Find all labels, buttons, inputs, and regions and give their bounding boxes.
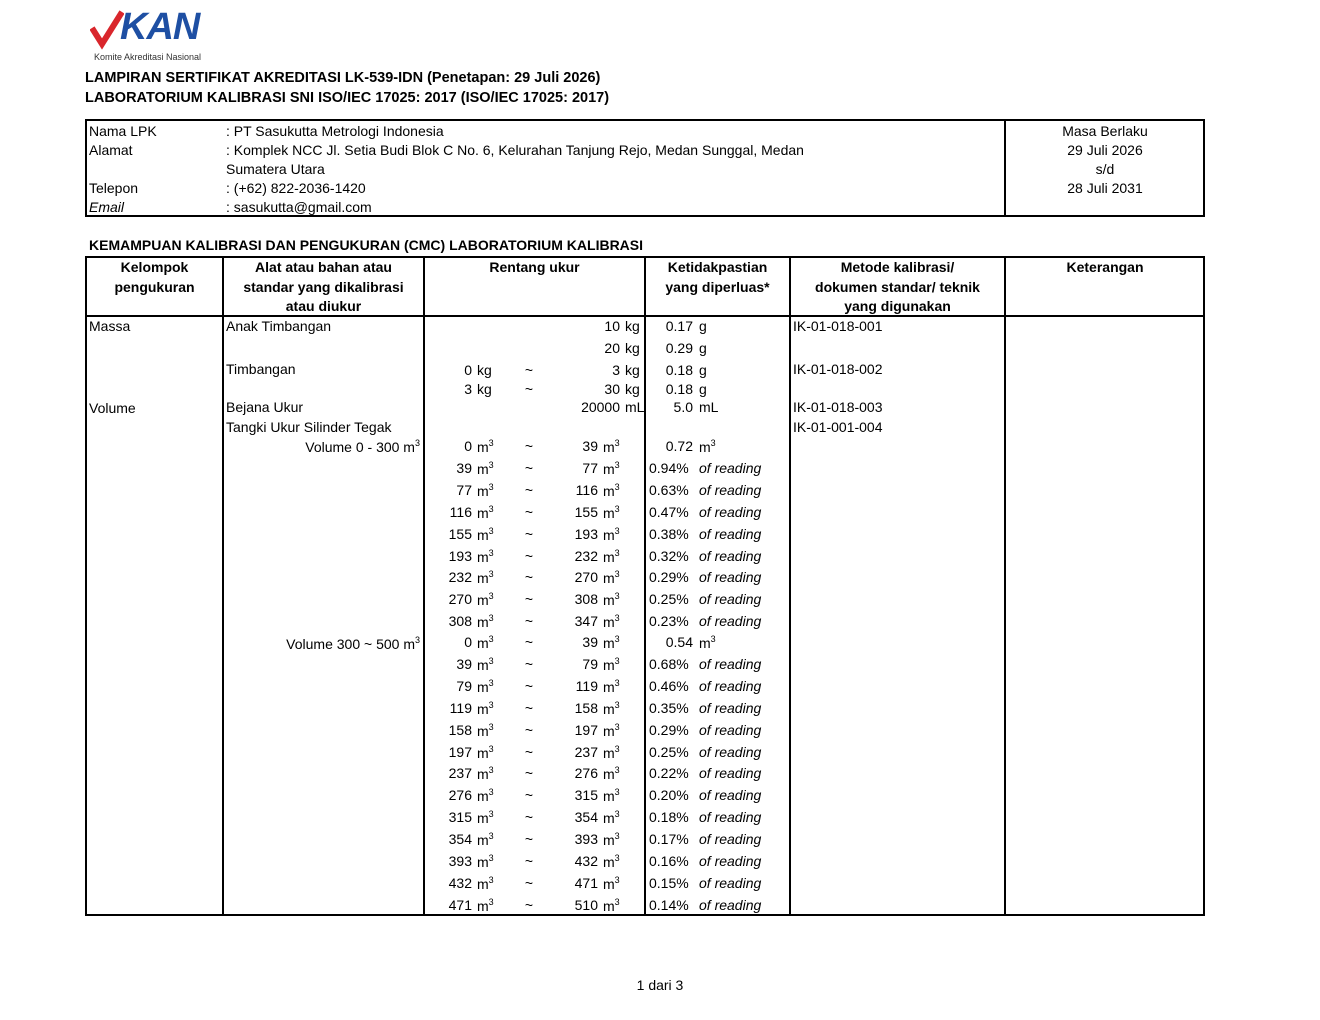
- range-from-unit: $m^3$: [477, 809, 494, 827]
- uncertainty-value: 0.14%: [649, 896, 689, 913]
- uncertainty-unit: of reading: [699, 655, 762, 672]
- range-to: 119: [575, 677, 598, 694]
- range-to: 347: [574, 613, 598, 630]
- method-2: IK-01-018-002: [793, 361, 883, 377]
- range-from-unit: $m^3$: [477, 787, 494, 805]
- range-to-unit: kg: [625, 318, 640, 334]
- range-tilde: ~: [524, 699, 534, 716]
- header-alat-1: Alat atau bahan atau: [255, 259, 392, 275]
- uncertainty-unit: g: [699, 381, 707, 397]
- range-to-unit: $m^3$: [603, 765, 620, 783]
- header-metode-2: dokumen standar/ teknik: [815, 279, 980, 295]
- uncertainty-value: 0.17: [665, 318, 693, 334]
- range-from: 471: [448, 896, 472, 913]
- uncertainty-unit: of reading: [699, 831, 762, 848]
- validity-start: 29 Juli 2026: [1067, 142, 1143, 158]
- range-to: 10: [604, 318, 620, 334]
- header-alat-2: standar yang dikalibrasi: [243, 279, 404, 295]
- header-ketidakpastian-2: yang diperluas*: [665, 279, 770, 295]
- range-to-unit: $m^3$: [603, 743, 620, 761]
- uncertainty-value: 0.29%: [649, 569, 689, 586]
- validity-sd: s/d: [1095, 161, 1115, 177]
- range-to-unit: $m^3$: [603, 896, 620, 914]
- uncertainty-value: 0.22%: [649, 765, 689, 782]
- range-to: 30: [604, 381, 620, 397]
- uncertainty-unit: $m^3$: [699, 634, 716, 651]
- group-massa: Massa: [89, 318, 131, 334]
- range-tilde: ~: [524, 655, 534, 672]
- range-from-unit: $m^3$: [477, 634, 494, 651]
- uncertainty-unit: of reading: [699, 699, 762, 716]
- range-tilde: ~: [524, 569, 534, 586]
- range-tilde: ~: [524, 787, 534, 804]
- range-to: 197: [574, 721, 598, 738]
- range-to: 158: [574, 699, 598, 716]
- range-to: 20000: [581, 399, 620, 415]
- range-to-unit: $m^3$: [603, 591, 620, 609]
- range-from-unit: $m^3$: [477, 481, 494, 499]
- item-tangki: Tangki Ukur Silinder Tegak: [226, 419, 392, 435]
- label-telepon: Telepon: [89, 180, 139, 196]
- range-from: 3: [464, 381, 472, 397]
- range-from: 197: [448, 743, 472, 760]
- validity-end: 28 Juli 2031: [1067, 180, 1143, 196]
- range-tilde: ~: [524, 438, 534, 454]
- range-from-unit: kg: [477, 381, 492, 397]
- range-from: 0: [464, 362, 472, 378]
- uncertainty-value: 0.15%: [649, 874, 689, 891]
- range-to: 270: [574, 569, 598, 586]
- range-from-unit: $m^3$: [477, 438, 494, 455]
- range-to-unit: $m^3$: [603, 613, 620, 631]
- range-from-unit: $m^3$: [477, 721, 494, 739]
- uncertainty-unit: of reading: [699, 481, 762, 498]
- range-to-unit: mL: [625, 399, 645, 415]
- range-tilde: ~: [524, 503, 534, 520]
- header-metode-1: Metode kalibrasi/: [840, 259, 955, 275]
- logo-subtitle: Komite Akreditasi Nasional: [94, 52, 202, 62]
- uncertainty-unit: of reading: [699, 677, 762, 694]
- range-from: 0: [464, 634, 472, 650]
- uncertainty-value: 0.63%: [649, 481, 689, 498]
- uncertainty-unit: of reading: [699, 787, 762, 804]
- header-metode-3: yang digunakan: [844, 298, 951, 314]
- uncertainty-unit: of reading: [699, 743, 762, 760]
- range-to: 20: [604, 340, 620, 356]
- item-volume-0-300: Volume 0 - 300 $m^3$: [305, 438, 420, 455]
- range-from-unit: $m^3$: [477, 765, 494, 783]
- range-from-unit: $m^3$: [477, 459, 494, 477]
- range-to-unit: $m^3$: [603, 525, 620, 543]
- checkmark-icon: [90, 10, 124, 50]
- range-to: 308: [574, 591, 598, 608]
- uncertainty-unit: of reading: [699, 874, 762, 891]
- range-from: 39: [456, 655, 472, 672]
- uncertainty-unit: of reading: [699, 547, 762, 564]
- range-to-unit: $m^3$: [603, 503, 620, 521]
- uncertainty-unit: of reading: [699, 459, 762, 476]
- uncertainty-unit: g: [699, 362, 707, 378]
- range-to: 193: [574, 525, 598, 542]
- range-tilde: ~: [524, 831, 534, 848]
- uncertainty-unit: g: [699, 340, 707, 356]
- uncertainty-unit: of reading: [699, 853, 762, 869]
- method-4: IK-01-001-004: [793, 419, 883, 435]
- range-to-unit: $m^3$: [603, 634, 620, 651]
- range-tilde: ~: [524, 743, 534, 760]
- range-to-unit: $m^3$: [603, 481, 620, 499]
- label-email: Email: [89, 199, 125, 215]
- uncertainty-unit: of reading: [699, 809, 762, 826]
- range-from: 155: [448, 525, 472, 542]
- uncertainty-value: 0.94%: [649, 459, 689, 476]
- validity-label: Masa Berlaku: [1062, 123, 1148, 139]
- uncertainty-value: 0.54: [665, 634, 693, 650]
- range-from-unit: $m^3$: [477, 591, 494, 609]
- uncertainty-value: 0.18: [665, 381, 693, 397]
- value-alamat: : Komplek NCC Jl. Setia Budi Blok C No. 6, Kelurahan Tanjung Rejo, Medan Sunggal, Medan: [226, 142, 804, 158]
- uncertainty-unit: of reading: [699, 525, 762, 542]
- range-from: 315: [448, 809, 472, 826]
- uncertainty-value: 0.38%: [649, 525, 689, 542]
- uncertainty-unit: of reading: [699, 896, 762, 913]
- uncertainty-unit: g: [699, 318, 707, 334]
- value-nama: : PT Sasukutta Metrologi Indonesia: [226, 123, 444, 139]
- range-to-unit: $m^3$: [603, 655, 620, 673]
- uncertainty-value: 0.18: [665, 362, 693, 378]
- range-to: 354: [574, 809, 598, 826]
- range-from-unit: $m^3$: [477, 525, 494, 543]
- range-from: 276: [448, 787, 472, 804]
- method-1: IK-01-018-001: [793, 318, 883, 334]
- header-rentang: Rentang ukur: [489, 259, 580, 275]
- range-from: 116: [449, 503, 472, 520]
- range-tilde: ~: [524, 381, 534, 397]
- label-alamat: Alamat: [89, 142, 133, 158]
- range-to: 432: [574, 853, 598, 869]
- range-from-unit: $m^3$: [477, 569, 494, 587]
- range-from: 270: [448, 591, 472, 608]
- range-tilde: ~: [524, 634, 534, 650]
- item-anak-timbangan: Anak Timbangan: [226, 318, 332, 334]
- range-to-unit: $m^3$: [603, 569, 620, 587]
- uncertainty-unit: $m^3$: [699, 438, 716, 455]
- range-from-unit: $m^3$: [477, 831, 494, 849]
- range-tilde: ~: [524, 809, 534, 826]
- range-to-unit: $m^3$: [603, 547, 620, 565]
- range-from: 0: [464, 438, 472, 454]
- range-from-unit: $m^3$: [477, 853, 494, 870]
- range-tilde: ~: [524, 591, 534, 608]
- range-from-unit: $m^3$: [477, 699, 494, 717]
- range-from-unit: kg: [477, 362, 492, 378]
- range-from: 193: [448, 547, 472, 564]
- uncertainty-value: 0.20%: [649, 787, 689, 804]
- range-tilde: ~: [524, 525, 534, 542]
- page-number: 1 dari 3: [636, 977, 684, 993]
- uncertainty-value: 0.29%: [649, 721, 689, 738]
- range-from-unit: $m^3$: [477, 655, 494, 673]
- range-to-unit: $m^3$: [603, 699, 620, 717]
- uncertainty-value: 0.35%: [649, 699, 689, 716]
- uncertainty-unit: of reading: [699, 569, 762, 586]
- range-to-unit: $m^3$: [603, 677, 620, 695]
- section-title: KEMAMPUAN KALIBRASI DAN PENGUKURAN (CMC) LABORATORIUM KALIBRASI: [89, 237, 644, 253]
- range-from-unit: $m^3$: [477, 503, 494, 521]
- uncertainty-value: 5.0: [673, 399, 693, 415]
- range-to: 155: [574, 503, 598, 520]
- range-from: 432: [448, 874, 472, 891]
- header-ketidakpastian-1: Ketidakpastian: [667, 259, 768, 275]
- range-to-unit: $m^3$: [603, 459, 620, 477]
- range-tilde: ~: [524, 721, 534, 738]
- range-tilde: ~: [524, 481, 534, 498]
- range-to: 393: [574, 831, 598, 848]
- header-keterangan: Keterangan: [1066, 259, 1144, 275]
- range-tilde: ~: [524, 853, 534, 869]
- range-from: 393: [448, 853, 472, 869]
- value-alamat-2: Sumatera Utara: [226, 161, 325, 177]
- header-kelompok-1: Kelompok: [120, 259, 189, 275]
- range-from: 39: [456, 459, 472, 476]
- header-alat-3: atau diukur: [285, 298, 362, 314]
- label-nama: Nama LPK: [89, 123, 157, 139]
- range-from-unit: $m^3$: [477, 547, 494, 565]
- range-from-unit: $m^3$: [477, 874, 494, 892]
- range-from: 354: [448, 831, 472, 848]
- uncertainty-unit: mL: [699, 399, 719, 415]
- range-to: 77: [582, 459, 598, 476]
- range-tilde: ~: [524, 765, 534, 782]
- range-to-unit: $m^3$: [603, 787, 620, 805]
- range-from: 119: [449, 699, 472, 716]
- range-to-unit: $m^3$: [603, 831, 620, 849]
- value-telepon: : (+62) 822-2036-1420: [226, 180, 366, 196]
- range-tilde: ~: [524, 459, 534, 476]
- range-tilde: ~: [524, 677, 534, 694]
- method-3: IK-01-018-003: [793, 399, 883, 415]
- logo-text: KAN: [120, 6, 200, 48]
- uncertainty-value: 0.32%: [649, 547, 689, 564]
- range-from-unit: $m^3$: [477, 743, 494, 761]
- range-to-unit: $m^3$: [603, 721, 620, 739]
- uncertainty-unit: of reading: [699, 765, 762, 782]
- range-to-unit: $m^3$: [603, 874, 620, 892]
- uncertainty-unit: of reading: [699, 613, 762, 630]
- range-to: 276: [574, 765, 598, 782]
- range-to: 39: [582, 438, 598, 454]
- item-timbangan: Timbangan: [226, 361, 296, 377]
- uncertainty-value: 0.18%: [649, 809, 689, 826]
- group-volume: Volume: [89, 400, 136, 416]
- uncertainty-value: 0.47%: [649, 503, 689, 520]
- range-to: 232: [574, 547, 598, 564]
- range-to: 3: [612, 362, 620, 378]
- range-from: 232: [448, 569, 472, 586]
- item-bejana-ukur: Bejana Ukur: [226, 399, 304, 415]
- range-from: 79: [456, 677, 472, 694]
- range-to-unit: $m^3$: [603, 438, 620, 455]
- range-tilde: ~: [524, 896, 534, 913]
- range-to: 315: [574, 787, 598, 804]
- uncertainty-unit: of reading: [699, 503, 762, 520]
- range-to: 116: [575, 481, 598, 498]
- range-from: 158: [448, 721, 472, 738]
- header-kelompok-2: pengukuran: [114, 279, 195, 295]
- range-to-unit: kg: [625, 381, 640, 397]
- range-to-unit: kg: [625, 340, 640, 356]
- range-to: 39: [582, 634, 598, 650]
- range-from: 237: [448, 765, 472, 782]
- range-from: 308: [448, 613, 472, 630]
- range-to: 510: [574, 896, 598, 913]
- range-to-unit: $m^3$: [603, 853, 620, 870]
- uncertainty-value: 0.68%: [649, 655, 689, 672]
- range-tilde: ~: [524, 874, 534, 891]
- title-line-2: LABORATORIUM KALIBRASI SNI ISO/IEC 17025: 2017 (ISO/IEC 17025: 2017): [85, 90, 610, 106]
- uncertainty-value: 0.46%: [649, 677, 689, 694]
- range-from: 77: [456, 481, 472, 498]
- range-to: 471: [574, 874, 598, 891]
- uncertainty-unit: of reading: [699, 721, 762, 738]
- item-volume-300-500: Volume 300 ~ 500 $m^3$: [286, 635, 420, 652]
- uncertainty-value: 0.25%: [649, 743, 689, 760]
- value-email: : sasukutta@gmail.com: [226, 199, 372, 215]
- range-from-unit: $m^3$: [477, 613, 494, 631]
- range-from-unit: $m^3$: [477, 677, 494, 695]
- uncertainty-value: 0.23%: [649, 613, 689, 630]
- kan-logo: [90, 8, 220, 66]
- range-to: 79: [582, 655, 598, 672]
- range-tilde: ~: [524, 362, 534, 378]
- uncertainty-value: 0.72: [665, 438, 693, 454]
- title-line-1: LAMPIRAN SERTIFIKAT AKREDITASI LK-539-IDN (Penetapan: 29 Juli 2026): [85, 70, 601, 86]
- uncertainty-value: 0.25%: [649, 591, 689, 608]
- range-tilde: ~: [524, 547, 534, 564]
- uncertainty-value: 0.16%: [649, 853, 689, 869]
- range-to-unit: kg: [625, 362, 640, 378]
- range-to: 237: [574, 743, 598, 760]
- uncertainty-unit: of reading: [699, 591, 762, 608]
- uncertainty-value: 0.17%: [649, 831, 689, 848]
- range-tilde: ~: [524, 613, 534, 630]
- range-to-unit: $m^3$: [603, 809, 620, 827]
- range-from-unit: $m^3$: [477, 896, 494, 914]
- uncertainty-value: 0.29: [665, 340, 693, 356]
